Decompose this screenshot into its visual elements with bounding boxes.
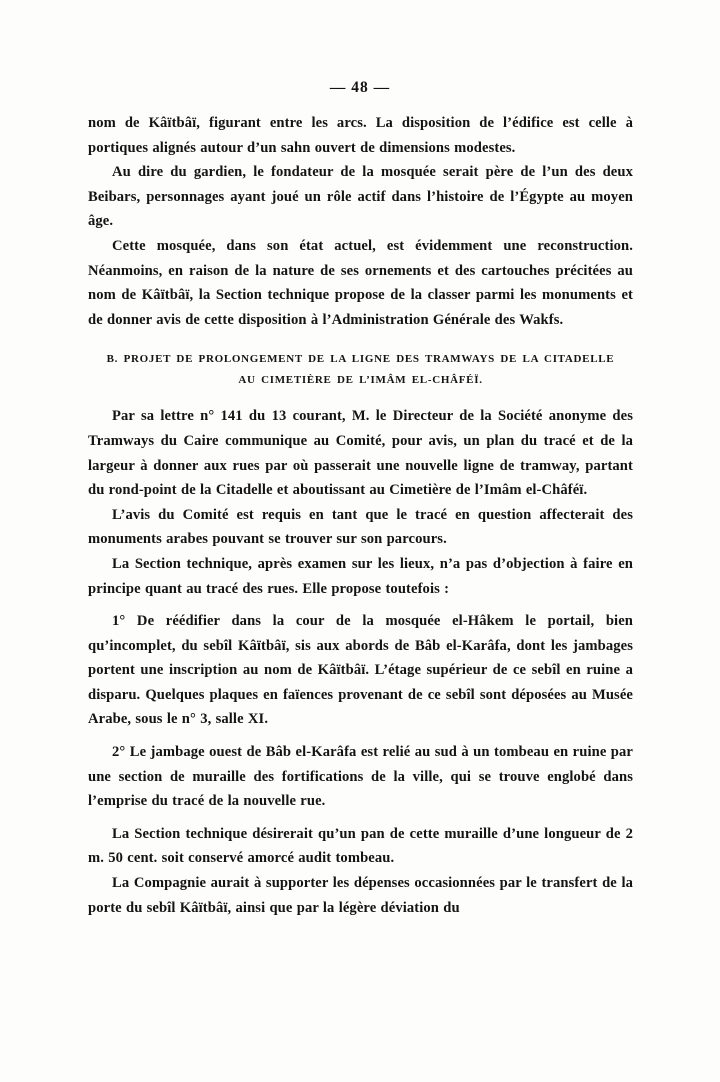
section-heading-line2: AU CIMETIÈRE DE L’IMÂM EL-CHÂFÉÏ.: [238, 374, 483, 387]
paragraph-kaitbai-arcs: nom de Kâïtbâï, figurant entre les arcs. La disposition de l’édifice est celle à portiques alignés autour d’un sahn ouvert de dimensions modestes.: [88, 115, 633, 156]
text-column: [88, 111, 633, 920]
paragraph-section-technique-examen: La Section technique, après examen sur les lieux, n’a pas d’objection à faire en principe quant au tracé des rues. Elle propose toutefois :: [88, 555, 633, 597]
paragraph-item-2-jambage: 2° Le jambage ouest de Bâb el-Karâfa est relié au sud à un tombeau en ruine par une section de muraille des fortifications de la ville, qui se trouve englobé dans l’emprise du tracé de la nouvelle rue.: [88, 744, 633, 810]
paragraph-muraille-conservee: La Section technique désirerait qu’un pan de cette muraille d’une longueur de 2 m. 50 cent. soit conservé amorcé audit tombeau.: [88, 825, 633, 867]
section-heading-line1: B. PROJET DE PROLONGEMENT DE LA LIGNE DES TRAMWAYS DE LA CITADELLE: [106, 353, 615, 366]
paragraph-compagnie-depenses: La Compagnie aurait à supporter les dépenses occasionnées par le transfert de la porte du sebîl Kâïtbâï, ainsi que par la légère déviation du: [88, 875, 633, 916]
section-heading: [88, 349, 633, 391]
paragraph-gardien-beibars: Au dire du gardien, le fondateur de la mosquée serait père de l’un des deux Beibars, personnages ayant joué un rôle actif dans l’histoire de l’Égypte au moyen âge.: [88, 164, 633, 230]
paragraph-reconstruction-wakfs: Cette mosquée, dans son état actuel, est évidemment une reconstruction. Néanmoins, en raison de la nature de ses ornements et des cartouches précitées au nom de Kâïtbâï, la Section technique propose de la classer parmi les monuments et de donner avis de cette disposition à l’Administration Générale des Wakfs.: [88, 237, 633, 328]
paragraph-lettre-141: Par sa lettre n° 141 du 13 courant, M. le Directeur de la Société anonyme des Tramways du Caire communique au Comité, pour avis, un plan du tracé et de la largeur à donner aux rues par où passerait une nouvelle ligne de tramway, partant du rond-point de la Citadelle et aboutissant au Cimetière de l’Imâm el-Châféï.: [88, 408, 633, 499]
page-number: — 48 —: [329, 79, 391, 96]
paragraph-avis-comite: L’avis du Comité est requis en tant que le tracé en question affecterait des monuments arabes pouvant se trouver sur son parcours.: [88, 506, 633, 548]
paragraph-item-1-sebil: 1° De réédifier dans la cour de la mosquée el-Hâkem le portail, bien qu’incomplet, du sebîl Kâïtbâï, sis aux abords de Bâb el-Karâfa, dont les jambages portent une inscription au nom de Kâïtbâï. L’étage supérieur de ce sebîl en ruine a disparu. Quelques plaques en faïences provenant de ce sebîl sont déposées au Musée Arabe, sous le n° 3, salle XI.: [88, 613, 633, 728]
